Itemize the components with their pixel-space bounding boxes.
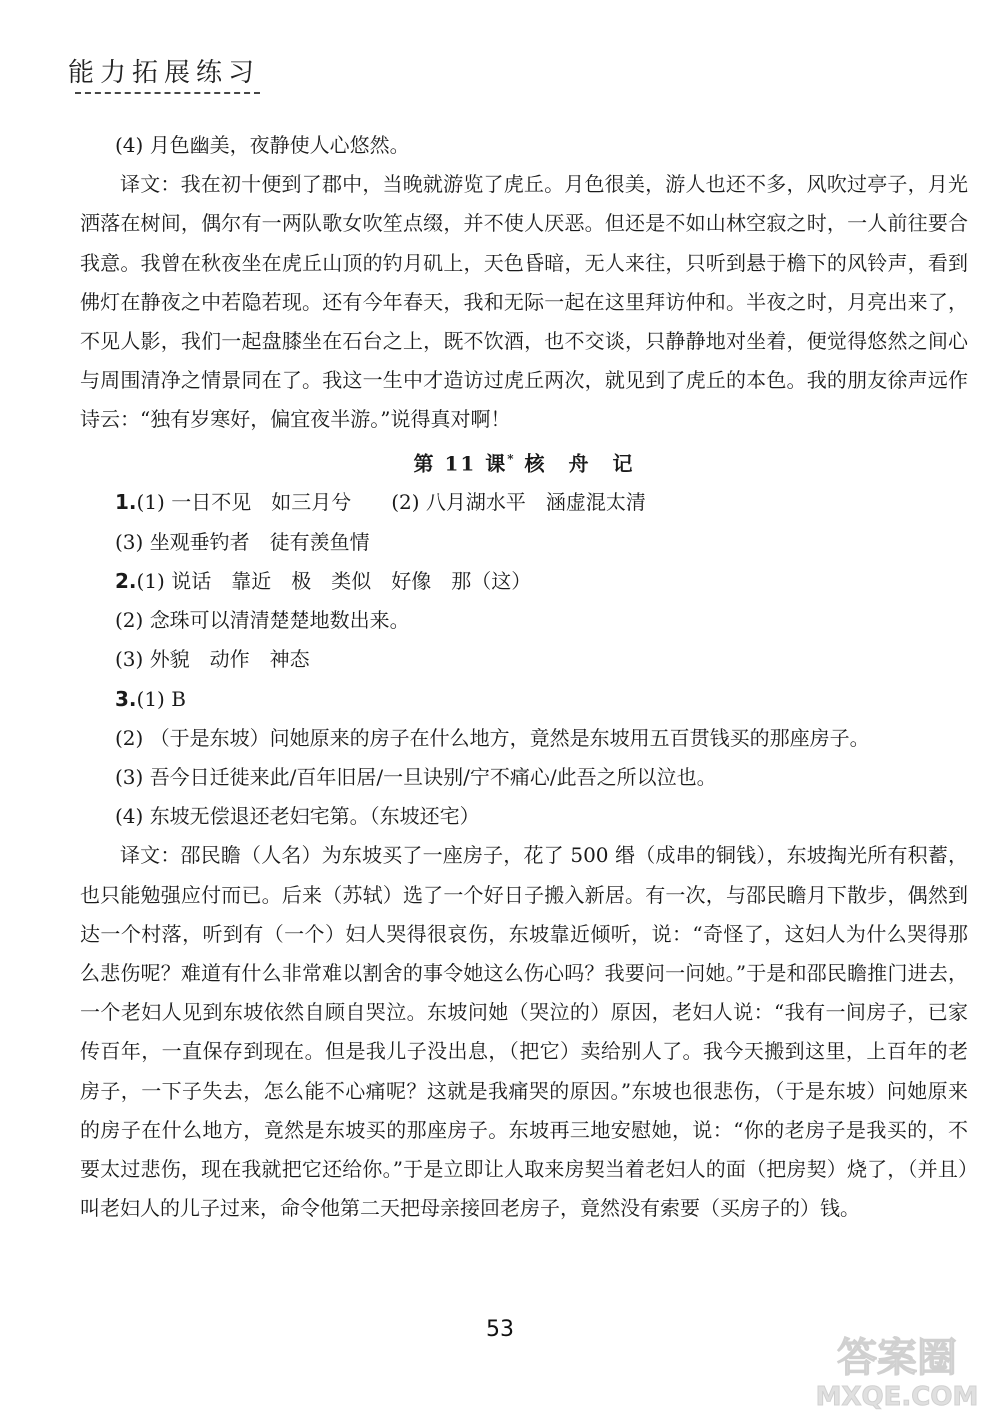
question-3-line: (2) （于是东坡）问她原来的房子在什么地方，竟然是东坡用五百贯钱买的那座房子。 xyxy=(115,725,870,750)
lesson-name: 核 舟 记 xyxy=(524,451,635,476)
question-3-line: (3) 吾今日迁徙来此/百年旧居/一旦诀别/宁不痛心/此吾之所以泣也。 xyxy=(115,764,717,789)
question-2-line xyxy=(80,562,968,601)
answer-text: (1) 一日不见 如三月兮 (2) 八月湖水平 涵虚混太清 xyxy=(136,490,646,515)
page-number: 53 xyxy=(486,1317,514,1342)
question-3-line: (4) 东坡无偿退还老妇宅第。（东坡还宅） xyxy=(115,804,480,829)
lesson-number: 第 11 课 xyxy=(413,451,508,476)
answer-text: (1) B xyxy=(136,686,186,711)
watermark-top-text: 答案圈 xyxy=(837,1335,957,1381)
question-2-line: (3) 外貌 动作 神态 xyxy=(115,647,310,672)
question-number: 1. xyxy=(115,490,137,515)
question-3-line xyxy=(80,680,968,719)
running-header: 能力拓展练习 xyxy=(68,58,261,88)
question-number: 3. xyxy=(115,686,137,711)
translation-paragraph: 译文：我在初十便到了郡中，当晚就游览了虎丘。月色很美，游人也还不多，风吹过亭子，月光洒落在树间，偶尔有一两队歌女吹笙点缀，并不使人厌恶。但还是不如山林空寂之时，一人前往要合我意。我曾在秋夜坐在虎丘山顶的钓月矶上，天色昏暗，无人来往，只听到悬于檐下的风铃声，看到佛灯在静夜之中若隐若现。还有今年春天，我和无际一起在这里拜访仲和。半夜之时，月亮出来了，不见人影，我们一起盘膝坐在石台之上，既不饮酒，也不交谈，只静静地对坐着，便觉得悠然之间心与周围清净之情景同在了。我这一生中才造访过虎丘两次，就见到了虎丘的本色。我的朋友徐声远作诗云：“独有岁寒好，偏宜夜半游。”说得真对啊！ xyxy=(80,172,968,432)
question-number: 2. xyxy=(115,568,137,593)
answer-item: (4) 月色幽美，夜静使人心悠然。 xyxy=(115,133,410,157)
translation-paragraph: 译文：邵民瞻（人名）为东坡买了一座房子，花了 500 缗（成串的铜钱），东坡掏光所有积蓄，也只能勉强应付而已。后来（苏轼）选了一个好日子搬入新居。有一次，与邵民瞻月下散步，偶然到达一个村落，听到有（一个）妇人哭得很哀伤，东坡靠近倾听，说：“奇怪了，这妇人为什么哭得那么悲伤呢？难道有什么非常难以割舍的事令她这么伤心吗？我要问一问她。”于是和邵民瞻推门进去，一个老妇人见到东坡依然自顾自哭泣。东坡问她（哭泣的）原因，老妇人说：“我有一间房子，已家传百年，一直保存到现在。但是我儿子没出息，（把它）卖给别人了。我今天搬到这里，上百年的老房子，一下子失去，怎么能不心痛呢？这就是我痛哭的原因。”东坡也很悲伤，（于是东坡）问她原来的房子在什么地方，竟然是东坡买的那座房子。东坡再三地安慰她，说：“你的老房子是我买的，不要太过悲伤，现在我就把它还给你。”于是立即让人取来房契当着老妇人的面（把房契）烧了，（并且）叫老妇人的儿子过来，命令他第二天把母亲接回老房子，竟然没有索要（买房子的）钱。 xyxy=(80,843,968,1221)
question-2-line: (2) 念珠可以清清楚楚地数出来。 xyxy=(115,608,410,633)
question-1-line xyxy=(80,483,968,522)
watermark-bottom-text: MXQE.COM xyxy=(815,1382,979,1412)
lesson-title xyxy=(80,440,968,484)
watermark-logo xyxy=(802,1323,992,1413)
lesson-mark: * xyxy=(507,451,516,466)
question-1-line: (3) 坐观垂钓者 徒有羡鱼情 xyxy=(115,529,370,554)
answer-text: (1) 说话 靠近 极 类似 好像 那（这） xyxy=(136,568,532,593)
page-body xyxy=(80,126,968,1228)
header-divider xyxy=(75,92,260,94)
